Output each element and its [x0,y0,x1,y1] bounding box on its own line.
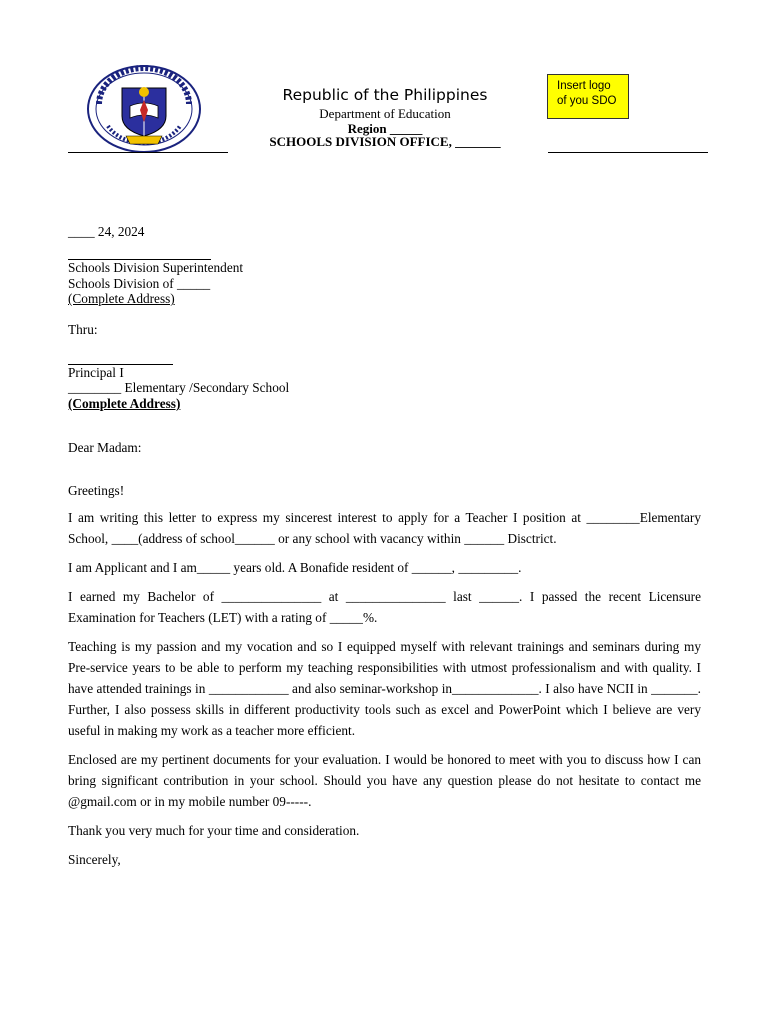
closing: Sincerely, [68,852,121,868]
recipient-address: (Complete Address) [68,291,175,307]
paragraph-thanks: Thank you very much for your time and consideration. [68,823,360,839]
principal-name-blank [68,350,173,365]
recipient-title: Schools Division Superintendent [68,260,244,276]
logo-placeholder-line1: Insert logo [557,80,611,92]
recipient-name-blank [68,245,211,260]
country-title: Republic of the Philippines [282,86,488,104]
paragraph-education: I earned my Bachelor of _______________ at _______________ last ______. I passed the recent Licensure Examination for Teachers (LET) with a rating of _____%. [68,589,701,626]
thru-label: Thru: [68,321,98,337]
school-name: ________ Elementary /Secondary School [68,380,290,396]
deped-seal-icon [86,64,202,154]
department-name: Department of Education [319,106,451,121]
paragraph-passion: Teaching is my passion and my vocation and so I equipped myself with relevant trainings and seminars during my Pre-service years to be able to perform my teaching responsibilities with utmost professionalism and with quality. I have attended trainings in ____________ and also seminar-workshop in_____________. I also have NCII in _______. Further, I also possess skills in different productivity tools such as excel and PowerPoint which I believe are very useful in making my work as a teacher more efficient. [68,639,701,739]
logo-placeholder-line2: of you SDO [557,95,617,107]
principal-title: Principal I [68,365,124,381]
salutation: Dear Madam: [68,440,142,456]
header-rule-right [548,152,708,153]
paragraph-enclosed: Enclosed are my pertinent documents for your evaluation. I would be honored to meet with you to discuss how I can bring significant contribution in your school. Should you have any question please do not hesitate to contact me @gmail.com or in my mobile number 09-----. [68,752,701,810]
division-office-line: SCHOOLS DIVISION OFFICE, _______ [269,134,501,149]
letterhead [0,0,768,160]
letter-body [68,224,701,870]
greeting: Greetings! [68,482,125,498]
sdo-logo-placeholder [547,74,629,119]
letter-date: ____ 24, 2024 [68,224,145,239]
region-line: Region _____ [347,121,423,136]
paragraph-applicant: I am Applicant and I am_____ years old. A Bonafide resident of ______, _________. [68,560,522,576]
recipient-division: Schools Division of _____ [68,275,211,291]
paragraph-intro: I am writing this letter to express my sincerest interest to apply for a Teacher I position at ________Elementary School, ____(address of school______ or any school with vacancy within ______ Disctrict. [68,510,701,547]
header-rule-left [68,152,228,153]
school-address: (Complete Address) [68,395,181,411]
